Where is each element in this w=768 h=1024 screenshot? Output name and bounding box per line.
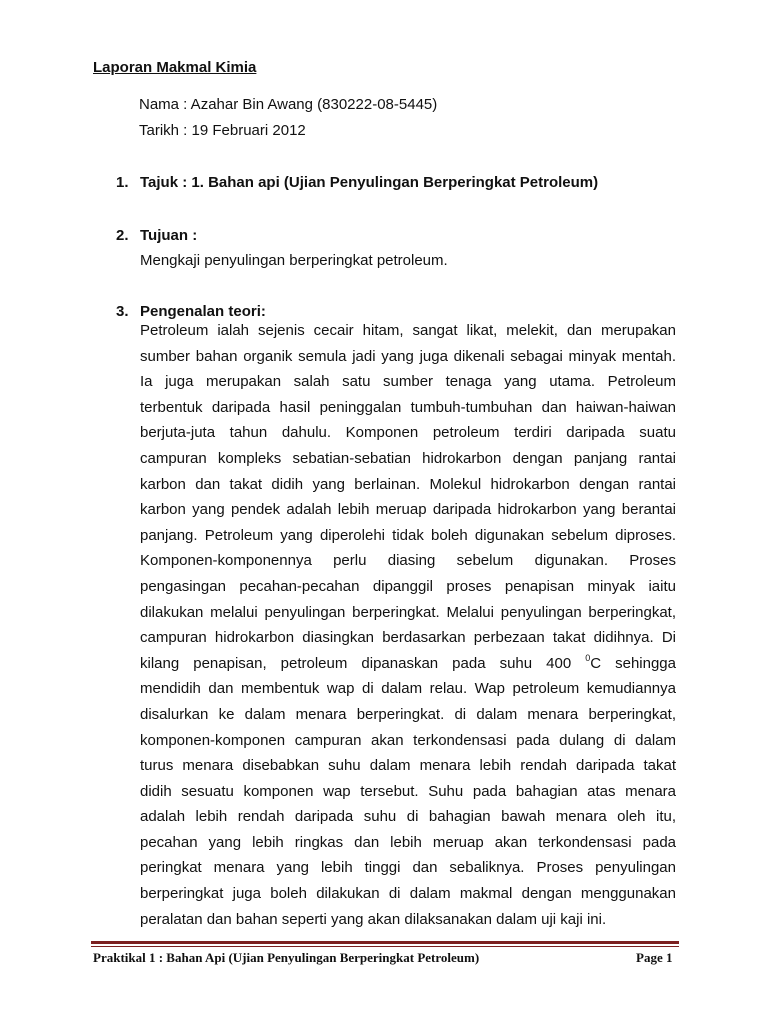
section-2-heading bbox=[116, 227, 197, 244]
paragraph-line: Ia juga merupakan salah satu sumber tenaga yang utama. Petroleum bbox=[140, 373, 676, 391]
report-title: Laporan Makmal Kimia bbox=[93, 59, 257, 76]
temperature-text-after: C sehingga bbox=[590, 654, 676, 672]
temperature-line bbox=[140, 651, 676, 677]
report-date-line: Tarikh : 19 Februari 2012 bbox=[139, 122, 306, 139]
temperature-text-before: kilang penapisan, petroleum dipanaskan pada suhu 400 bbox=[140, 654, 586, 672]
paragraph-line: dilakukan melalui penyulingan berperingkat. Melalui penyulingan berperingkat, bbox=[140, 603, 676, 621]
paragraph-line: komponen-komponen campuran akan terkondensasi pada dulang di dalam bbox=[140, 731, 676, 749]
section-3-paragraph bbox=[140, 318, 676, 932]
degree-superscript: 0 bbox=[585, 652, 591, 663]
paragraph-line: Komponen-komponennya perlu diasing sebelum digunakan. Proses bbox=[140, 552, 676, 570]
footer-page-number: Page 1 bbox=[636, 950, 673, 965]
section-2-title: Tujuan : bbox=[140, 227, 198, 244]
paragraph-line: adalah lebih rendah daripada suhu di bahagian bawah menara oleh itu, bbox=[140, 808, 676, 826]
paragraph-line: sumber bahan organik semula jadi yang juga dikenali sebagai minyak mentah. bbox=[140, 347, 676, 365]
footer-rule-thin bbox=[91, 946, 679, 947]
section-1-heading bbox=[116, 174, 598, 191]
paragraph-line: karbon dan takat didih yang berlainan. Molekul hidrokarbon dengan rantai bbox=[140, 475, 676, 493]
student-name-line: Nama : Azahar Bin Awang (830222-08-5445) bbox=[139, 96, 438, 113]
paragraph-line: karbon yang pendek adalah lebih meruap daripada hidrokarbon yang berantai bbox=[140, 501, 676, 519]
paragraph-line: terbentuk daripada hasil peninggalan tumbuh-tumbuhan dan haiwan-haiwan bbox=[140, 398, 676, 416]
paragraph-line: campuran kompleks sebatian-sebatian hidrokarbon dengan panjang rantai bbox=[140, 449, 676, 467]
paragraph-line: berperingkat juga boleh dilakukan di dalam makmal dengan menggunakan bbox=[140, 885, 676, 903]
paragraph-line: didih sesuatu komponen wap tersebut. Suhu pada bahagian atas menara bbox=[140, 782, 676, 800]
section-1-number: 1. bbox=[116, 174, 129, 191]
paragraph-line: peringkat menara yang lebih tinggi dan sebaliknya. Proses penyulingan bbox=[140, 859, 676, 877]
paragraph-line: berjuta-juta tahun dahulu. Komponen petroleum terdiri daripada suatu bbox=[140, 424, 676, 442]
paragraph-line: pengasingan pecahan-pecahan dipanggil proses penapisan minyak iaitu bbox=[140, 577, 676, 595]
footer-practical-title: Praktikal 1 : Bahan Api (Ujian Penyulingan Berperingkat Petroleum) bbox=[93, 950, 480, 965]
section-2-body: Mengkaji penyulingan berperingkat petroleum. bbox=[140, 252, 448, 269]
paragraph-line: Petroleum ialah sejenis cecair hitam, sangat likat, melekit, dan merupakan bbox=[140, 322, 676, 339]
section-1-title: Tajuk : 1. Bahan api (Ujian Penyulingan Berperingkat Petroleum) bbox=[140, 174, 599, 191]
paragraph-line: turus menara disebabkan suhu dalam menara lebih rendah daripada takat bbox=[140, 757, 676, 775]
paragraph-line: peralatan dan bahan seperti yang akan dilaksanakan dalam uji kaji ini. bbox=[140, 910, 607, 928]
paragraph-line: pecahan yang lebih ringkas dan lebih meruap akan terkondensasi pada bbox=[140, 833, 676, 851]
paragraph-line: campuran hidrokarbon diasingkan berdasarkan perbezaan takat didihnya. Di bbox=[140, 629, 676, 647]
footer-rule-thick bbox=[91, 941, 679, 944]
paragraph-line: panjang. Petroleum yang diperolehi tidak boleh digunakan sebelum diproses. bbox=[140, 526, 676, 544]
paragraph-line: disalurkan ke dalam menara berperingkat. di dalam menara berperingkat, bbox=[140, 705, 676, 723]
section-3-number: 3. bbox=[116, 303, 129, 320]
section-2-number: 2. bbox=[116, 227, 129, 244]
section-3-title: Pengenalan teori: bbox=[140, 303, 266, 320]
paragraph-line: mendidih dan membentuk wap di dalam relau. Wap petroleum kemudiannya bbox=[140, 680, 676, 698]
